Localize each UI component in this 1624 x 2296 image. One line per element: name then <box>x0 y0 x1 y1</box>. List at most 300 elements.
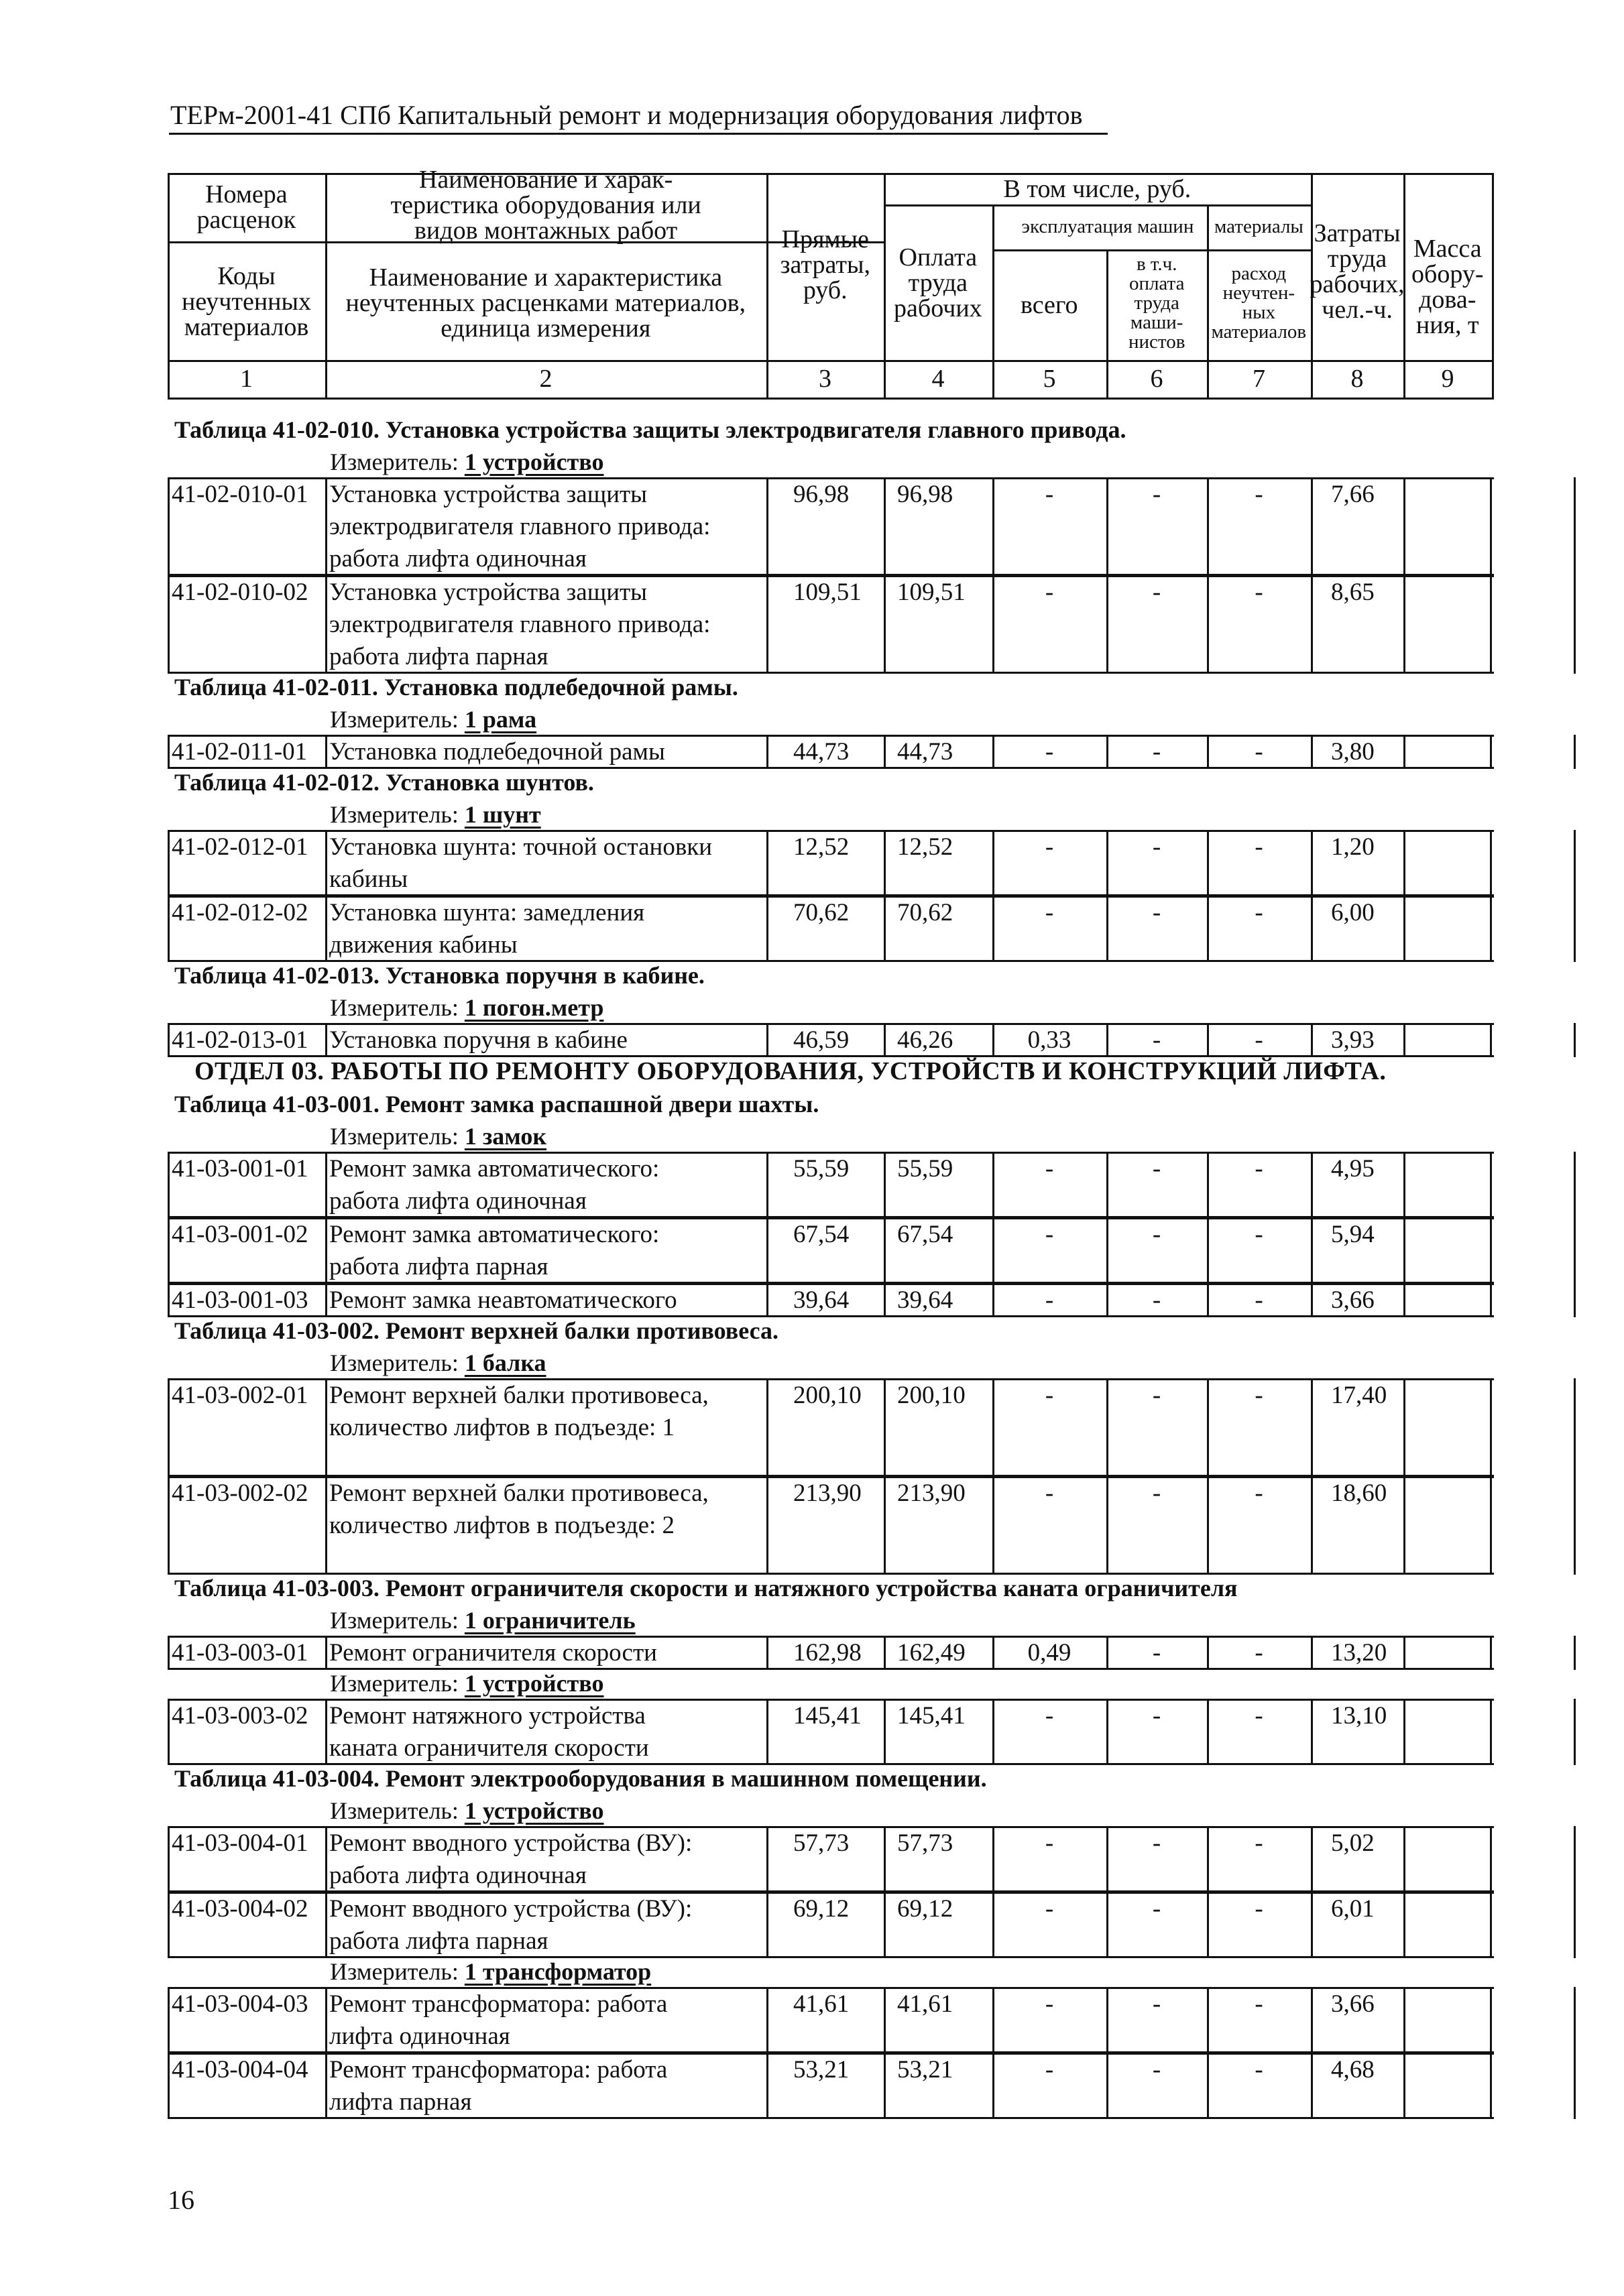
table-column-rule <box>1574 477 1576 576</box>
table-column-rule <box>168 1987 170 2053</box>
work-name: Ремонт замка автоматического: <box>329 1221 660 1248</box>
labor-hours: 4,68 <box>1331 2056 1375 2083</box>
table-column-rule <box>884 830 886 896</box>
price-code: 41-03-002-02 <box>172 1479 308 1507</box>
measure-value: 1 трансформатор <box>464 1958 652 1985</box>
header-work-name <box>391 167 701 243</box>
machines-cost: - <box>1045 2056 1054 2083</box>
table-column-rule <box>1574 1283 1576 1317</box>
direct-costs: 39,64 <box>793 1286 850 1314</box>
header-including-line: В том числе, руб. <box>1003 175 1192 203</box>
header-material-codes-line: Коды <box>217 262 276 290</box>
table-column-rule <box>1490 1217 1492 1284</box>
materials-cost: - <box>1255 1026 1263 1054</box>
work-name: Ремонт трансформатора: работа <box>329 1990 668 2018</box>
table-title: Таблица 41-03-003. Ремонт ограничителя скорости и натяжного устройства каната ограничителя <box>174 1575 1238 1602</box>
labor-hours: 7,66 <box>1331 481 1375 508</box>
header-column-number-line: 7 <box>1253 365 1265 393</box>
header-column-number-line: 6 <box>1150 365 1163 393</box>
header-operators-pay-line: нистов <box>1128 330 1185 353</box>
table-column-rule <box>1490 1023 1492 1057</box>
materials-cost: - <box>1255 738 1263 766</box>
table-column-rule <box>1490 1892 1492 1958</box>
labor-hours: 8,65 <box>1331 579 1375 606</box>
table-title: Таблица 41-03-001. Ремонт замка распашной двери шахты. <box>174 1091 819 1117</box>
header-direct-costs <box>780 227 870 303</box>
page-number: 16 <box>168 2185 194 2215</box>
header-direct-costs-line: затраты, <box>780 251 870 279</box>
table-column-rule <box>1490 1826 1492 1892</box>
header-unaccounted-materials-line: расход <box>1231 263 1287 284</box>
table-column-rule <box>168 575 170 674</box>
table-column-rule <box>168 1476 170 1575</box>
materials-cost: - <box>1255 1895 1263 1923</box>
table-column-rule <box>325 477 327 576</box>
machines-cost: 0,49 <box>1027 1639 1071 1667</box>
measure-value: 1 рама <box>464 706 537 733</box>
table-column-rule <box>168 735 170 769</box>
table-column-rule <box>1311 477 1313 576</box>
table-column-rule <box>884 1023 886 1057</box>
table-column-rule <box>168 1636 170 1670</box>
header-column-number <box>932 366 945 391</box>
operators-pay: - <box>1152 1155 1161 1183</box>
work-name: Установка подлебедочной рамы <box>329 738 665 766</box>
header-operators-pay-line: труда <box>1134 292 1179 314</box>
materials-cost: - <box>1255 1639 1263 1667</box>
table-column-rule <box>766 1023 768 1057</box>
header-column-number <box>540 366 553 391</box>
table-column-rule <box>325 1699 327 1765</box>
header-equipment-mass-line: обору- <box>1411 260 1484 288</box>
machines-cost: - <box>1045 833 1054 861</box>
direct-costs: 53,21 <box>793 2056 850 2083</box>
measure-label: Измеритель: <box>330 1123 465 1150</box>
table-column-rule <box>766 1217 768 1284</box>
machines-cost: - <box>1045 1221 1054 1248</box>
operators-pay: - <box>1152 579 1161 606</box>
measure-value: 1 ограничитель <box>464 1607 636 1634</box>
table-title: Таблица 41-02-011. Установка подлебедочной рамы. <box>174 674 738 701</box>
work-name: Ремонт верхней балки противовеса, <box>329 1382 709 1409</box>
header-group-rule <box>884 204 1313 206</box>
header-labor-hours-line: чел.-ч. <box>1322 296 1393 324</box>
header-column-number <box>1043 366 1056 391</box>
table-column-rule <box>1403 575 1405 674</box>
price-code: 41-03-004-01 <box>172 1829 308 1857</box>
header-column-number <box>1151 366 1163 391</box>
price-code: 41-03-001-03 <box>172 1286 308 1314</box>
price-code: 41-03-001-02 <box>172 1221 308 1248</box>
operators-pay: - <box>1152 899 1161 926</box>
operators-pay: - <box>1152 1221 1161 1248</box>
table-column-rule <box>1311 1826 1313 1892</box>
header-top-rule <box>168 173 1494 175</box>
measure-unit <box>330 1669 603 1697</box>
measure-label: Измеритель: <box>330 448 465 475</box>
table-column-rule <box>1490 1636 1492 1670</box>
work-name: электродвигателя главного привода: <box>329 513 711 540</box>
labor-pay: 41,61 <box>897 1990 953 2018</box>
table-column-rule <box>325 896 327 962</box>
table-column-rule <box>884 896 886 962</box>
header-including <box>1004 176 1192 202</box>
measure-unit <box>330 993 603 1022</box>
header-equipment-mass-line: дова- <box>1419 286 1476 314</box>
labor-hours: 13,20 <box>1331 1639 1387 1667</box>
work-name: электродвигателя главного привода: <box>329 611 711 638</box>
work-name: количество лифтов в подъезде: 1 <box>329 1414 675 1441</box>
table-column-rule <box>1311 575 1313 674</box>
table-column-rule <box>1403 1987 1405 2053</box>
labor-hours: 3,80 <box>1331 738 1375 766</box>
measure-label: Измеритель: <box>330 1670 465 1697</box>
work-name: Ремонт ограничителя скорости <box>329 1639 657 1667</box>
measure-value: 1 замок <box>464 1123 547 1150</box>
labor-hours: 3,66 <box>1331 1990 1375 2018</box>
measure-label: Измеритель: <box>330 1607 465 1634</box>
table-column-rule <box>766 735 768 769</box>
header-unaccounted-materials-line: ных <box>1242 302 1276 323</box>
table-column-rule <box>884 2053 886 2119</box>
work-name: работа лифта парная <box>329 643 548 670</box>
table-column-rule <box>1403 1476 1405 1575</box>
measure-value: 1 устройство <box>464 1797 604 1824</box>
materials-cost: - <box>1255 1155 1263 1183</box>
table-column-rule <box>168 896 170 962</box>
price-code: 41-02-011-01 <box>172 738 308 766</box>
machines-cost: - <box>1045 481 1054 508</box>
price-code: 41-02-012-01 <box>172 833 308 861</box>
work-name: Ремонт вводного устройства (ВУ): <box>329 1829 693 1857</box>
work-name: работа лифта одиночная <box>329 545 587 572</box>
header-labor-hours-line: рабочих, <box>1310 270 1405 298</box>
table-column-rule <box>1311 735 1313 769</box>
table-column-rule <box>168 1023 170 1057</box>
table-column-rule <box>766 2053 768 2119</box>
materials-cost: - <box>1255 1990 1263 2018</box>
labor-pay: 55,59 <box>897 1155 953 1183</box>
labor-pay: 96,98 <box>897 481 953 508</box>
labor-hours: 5,02 <box>1331 1829 1375 1857</box>
table-column-rule <box>1403 1023 1405 1057</box>
direct-costs: 46,59 <box>793 1026 850 1054</box>
table-column-rule <box>884 1476 886 1575</box>
table-column-rule <box>1574 2053 1576 2119</box>
work-name: каната ограничителя скорости <box>329 1734 649 1762</box>
labor-hours: 3,93 <box>1331 1026 1375 1054</box>
table-column-rule <box>1311 1987 1313 2053</box>
header-price-numbers <box>197 182 296 233</box>
table-column-rule <box>1311 1892 1313 1958</box>
table-column-rule <box>766 477 768 576</box>
measure-unit <box>330 1606 636 1634</box>
measure-value: 1 устройство <box>464 448 604 475</box>
table-title: Таблица 41-02-010. Установка устройства защиты электродвигателя главного привода. <box>174 416 1126 443</box>
measure-label: Измеритель: <box>330 801 465 828</box>
header-labor-hours <box>1310 221 1405 322</box>
table-column-rule <box>884 1283 886 1317</box>
machines-cost: - <box>1045 579 1054 606</box>
measure-value: 1 шунт <box>464 801 541 828</box>
materials-cost: - <box>1255 1221 1263 1248</box>
materials-cost: - <box>1255 833 1263 861</box>
header-materials <box>1214 217 1303 237</box>
table-column-rule <box>1403 1699 1405 1765</box>
operators-pay: - <box>1152 1702 1161 1730</box>
header-material-name-line: единица измерения <box>441 314 651 343</box>
table-column-rule <box>1574 1987 1576 2053</box>
labor-pay: 109,51 <box>897 579 966 606</box>
measure-label: Измеритель: <box>330 994 465 1021</box>
work-name: работа лифта парная <box>329 1253 548 1280</box>
table-column-rule <box>325 1476 327 1575</box>
table-column-rule <box>1403 2053 1405 2119</box>
table-column-rule <box>1490 1987 1492 2053</box>
measure-unit <box>330 448 603 476</box>
labor-pay: 39,64 <box>897 1286 953 1314</box>
labor-hours: 6,01 <box>1331 1895 1375 1923</box>
header-direct-costs-line: Прямые <box>781 225 869 253</box>
header-column-number-line: 8 <box>1350 365 1364 393</box>
price-code: 41-02-013-01 <box>172 1026 308 1054</box>
table-column-rule <box>325 173 327 400</box>
work-name: работа лифта парная <box>329 1927 548 1955</box>
labor-pay: 44,73 <box>897 738 953 766</box>
machines-cost: - <box>1045 1479 1054 1507</box>
table-title: Таблица 41-02-012. Установка шунтов. <box>174 769 594 796</box>
work-name: работа лифта одиночная <box>329 1862 587 1889</box>
table-column-rule <box>325 1217 327 1284</box>
work-name: Установка шунта: замедления <box>329 899 645 926</box>
header-machines-line: эксплуатация машин <box>1021 215 1194 237</box>
measure-label: Измеритель: <box>330 1349 465 1376</box>
labor-pay: 213,90 <box>897 1479 966 1507</box>
table-column-rule <box>766 1378 768 1477</box>
table-column-rule <box>1574 1826 1576 1892</box>
table-column-rule <box>1492 173 1494 400</box>
header-labor-pay-line: труда <box>908 269 968 297</box>
direct-costs: 70,62 <box>793 899 850 926</box>
table-column-rule <box>766 830 768 896</box>
table-column-rule <box>1490 2053 1492 2119</box>
table-column-rule <box>884 1892 886 1958</box>
table-column-rule <box>168 173 170 400</box>
header-unaccounted-materials-line: материалов <box>1211 321 1307 343</box>
table-column-rule <box>168 1826 170 1892</box>
table-column-rule <box>1574 1892 1576 1958</box>
table-column-rule <box>766 1826 768 1892</box>
table-column-rule <box>168 477 170 576</box>
column-numbers-rule <box>168 398 1494 400</box>
machines-cost: - <box>1045 1895 1054 1923</box>
table-column-rule <box>168 1378 170 1477</box>
header-operators-pay-line: оплата <box>1128 272 1185 294</box>
header-machines-total <box>1021 292 1078 318</box>
table-column-rule <box>1574 735 1576 769</box>
table-column-rule <box>325 2053 327 2119</box>
table-column-rule <box>884 1217 886 1284</box>
table-column-rule <box>884 173 886 400</box>
header-column-number <box>1442 366 1454 391</box>
labor-pay: 46,26 <box>897 1026 953 1054</box>
table-column-rule <box>766 1152 768 1218</box>
header-column-number-line: 9 <box>1441 365 1454 393</box>
header-materials-line: материалы <box>1214 215 1303 237</box>
operators-pay: - <box>1152 738 1161 766</box>
header-price-numbers-line: расценок <box>196 206 296 234</box>
table-column-rule <box>168 1283 170 1317</box>
measure-value: 1 погон.метр <box>464 994 604 1021</box>
operators-pay: - <box>1152 1829 1161 1857</box>
table-column-rule <box>1490 575 1492 674</box>
header-material-name-line: Наименование и характеристика <box>369 263 723 292</box>
table-column-rule <box>884 575 886 674</box>
table-column-rule <box>168 1217 170 1284</box>
work-name: лифта парная <box>329 2088 472 2116</box>
measure-value: 1 устройство <box>464 1670 604 1697</box>
header-material-name-line: неучтенных расценками материалов, <box>345 289 746 317</box>
measure-unit <box>330 705 536 733</box>
table-column-rule <box>1490 1476 1492 1575</box>
labor-pay: 162,49 <box>897 1639 966 1667</box>
work-name: движения кабины <box>329 931 518 959</box>
labor-hours: 17,40 <box>1331 1382 1387 1409</box>
direct-costs: 109,51 <box>793 579 862 606</box>
labor-hours: 6,00 <box>1331 899 1375 926</box>
header-column-number-line: 1 <box>240 365 253 393</box>
work-name: Установка устройства защиты <box>329 481 648 508</box>
header-column-number <box>240 366 253 391</box>
table-column-rule <box>1311 1217 1313 1284</box>
materials-cost: - <box>1255 1829 1263 1857</box>
direct-costs: 55,59 <box>793 1155 850 1183</box>
header-column-number-line: 5 <box>1043 365 1056 393</box>
materials-cost: - <box>1255 579 1263 606</box>
materials-cost: - <box>1255 1702 1263 1730</box>
direct-costs: 162,98 <box>793 1639 862 1667</box>
measure-unit <box>330 800 541 829</box>
table-column-rule <box>325 575 327 674</box>
table-column-rule <box>992 204 994 400</box>
table-column-rule <box>1207 204 1209 400</box>
header-operators-pay-line: маши- <box>1130 311 1183 333</box>
machines-cost: - <box>1045 1990 1054 2018</box>
table-column-rule <box>1403 1826 1405 1892</box>
table-title: Таблица 41-02-013. Установка поручня в кабине. <box>174 962 705 989</box>
materials-cost: - <box>1255 1382 1263 1409</box>
header-labor-pay-line: Оплата <box>898 243 978 271</box>
measure-unit <box>330 1122 546 1150</box>
header-labor-pay <box>894 245 982 321</box>
table-column-rule <box>1311 1283 1313 1317</box>
direct-costs: 44,73 <box>793 738 850 766</box>
direct-costs: 200,10 <box>793 1382 862 1409</box>
labor-pay: 12,52 <box>897 833 953 861</box>
header-equipment-mass-line: Масса <box>1413 235 1482 263</box>
operators-pay: - <box>1152 1382 1161 1409</box>
table-column-rule <box>1574 1636 1576 1670</box>
labor-pay: 145,41 <box>897 1702 966 1730</box>
table-column-rule <box>168 1699 170 1765</box>
table-column-rule <box>1574 896 1576 962</box>
materials-cost: - <box>1255 481 1263 508</box>
header-machines <box>1022 217 1194 237</box>
operators-pay: - <box>1152 1286 1161 1314</box>
direct-costs: 67,54 <box>793 1221 850 1248</box>
table-column-rule <box>1574 1476 1576 1575</box>
table-column-rule <box>1574 575 1576 674</box>
table-column-rule <box>325 830 327 896</box>
table-column-rule <box>884 1826 886 1892</box>
labor-pay: 67,54 <box>897 1221 953 1248</box>
header-unaccounted-materials-line: неучтен- <box>1222 282 1295 304</box>
header-labor-hours-line: труда <box>1327 245 1387 273</box>
header-work-name-line: теристика оборудования или <box>390 191 701 219</box>
operators-pay: - <box>1152 833 1161 861</box>
header-material-codes-line: материалов <box>184 313 309 341</box>
table-column-rule <box>1311 1023 1313 1057</box>
table-column-rule <box>1311 1636 1313 1670</box>
table-column-rule <box>1403 896 1405 962</box>
table-title: Таблица 41-03-004. Ремонт электрооборудования в машинном помещении. <box>174 1765 987 1792</box>
table-column-rule <box>1403 1283 1405 1317</box>
labor-hours: 13,10 <box>1331 1702 1387 1730</box>
labor-pay: 70,62 <box>897 899 953 926</box>
table-column-rule <box>1403 735 1405 769</box>
table-column-rule <box>1311 830 1313 896</box>
work-name: Ремонт верхней балки противовеса, <box>329 1479 709 1507</box>
table-column-rule <box>884 1699 886 1765</box>
table-column-rule <box>1311 1699 1313 1765</box>
table-column-rule <box>766 1283 768 1317</box>
price-code: 41-03-002-01 <box>172 1382 308 1409</box>
table-column-rule <box>1574 1023 1576 1057</box>
labor-hours: 5,94 <box>1331 1221 1375 1248</box>
header-unaccounted-materials <box>1212 264 1307 342</box>
header-labor-pay-line: рабочих <box>894 294 982 322</box>
measure-label: Измеритель: <box>330 706 465 733</box>
table-column-rule <box>766 1987 768 2053</box>
table-column-rule <box>1574 830 1576 896</box>
price-code: 41-03-003-02 <box>172 1702 308 1730</box>
price-code: 41-02-012-02 <box>172 899 308 926</box>
direct-costs: 213,90 <box>793 1479 862 1507</box>
table-column-rule <box>884 477 886 576</box>
machines-cost: 0,33 <box>1027 1026 1071 1054</box>
table-column-rule <box>325 1636 327 1670</box>
price-code: 41-02-010-02 <box>172 579 308 606</box>
header-column-number <box>1253 366 1265 391</box>
header-labor-hours-line: Затраты <box>1314 219 1401 247</box>
machines-cost: - <box>1045 1702 1054 1730</box>
header-direct-costs-line: руб. <box>803 276 848 304</box>
header-operators-pay <box>1128 255 1185 352</box>
direct-costs: 12,52 <box>793 833 850 861</box>
table-column-rule <box>1311 1378 1313 1477</box>
table-column-rule <box>1311 2053 1313 2119</box>
labor-hours: 1,20 <box>1331 833 1375 861</box>
table-column-rule <box>1490 830 1492 896</box>
table-column-rule <box>1403 1636 1405 1670</box>
header-material-codes-line: неучтенных <box>182 288 312 316</box>
table-column-rule <box>1403 1217 1405 1284</box>
operators-pay: - <box>1152 1026 1161 1054</box>
table-column-rule <box>168 2053 170 2119</box>
price-code: 41-03-001-01 <box>172 1155 308 1183</box>
table-title: Таблица 41-03-002. Ремонт верхней балки противовеса. <box>174 1317 779 1344</box>
labor-pay: 200,10 <box>897 1382 966 1409</box>
